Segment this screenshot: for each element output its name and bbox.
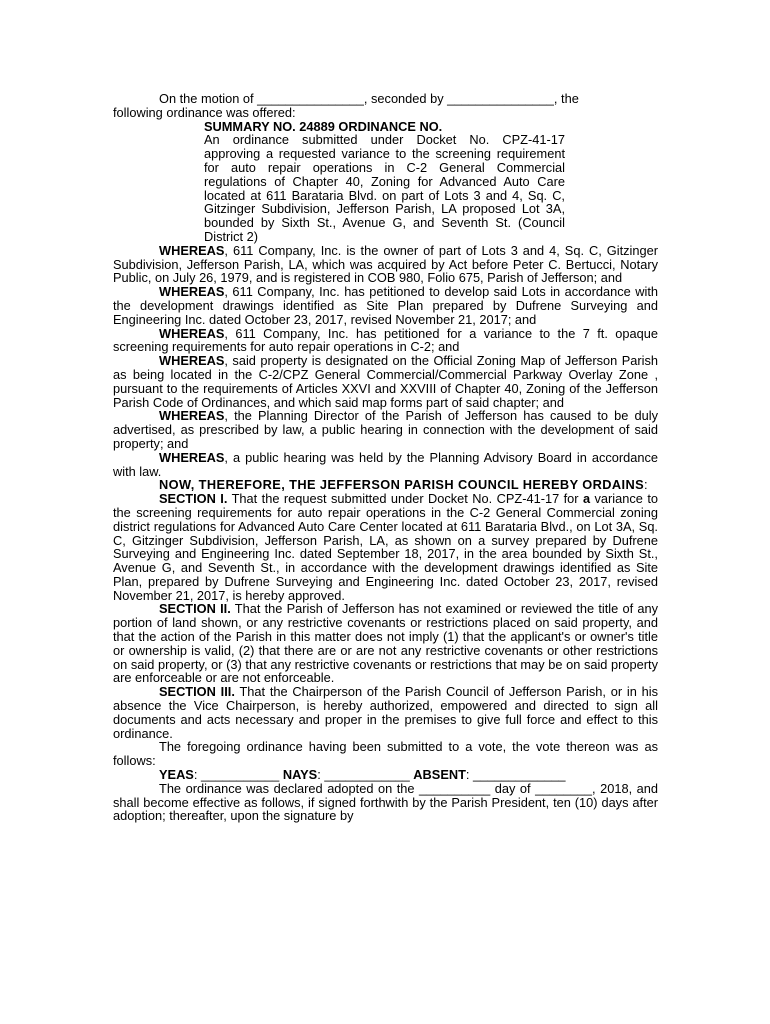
whereas-text: , a public hearing was held by the Planning Advisory Board in accordance with law.: [113, 449, 658, 479]
motion-line-continued: following ordinance was offered:: [113, 104, 296, 120]
whereas-label: WHEREAS: [159, 325, 225, 341]
whereas-label: WHEREAS: [159, 284, 225, 300]
ordains-colon: :: [644, 477, 649, 493]
section-1-label: SECTION I.: [159, 491, 228, 507]
vote-intro: The foregoing ordinance having been submitted to a vote, the vote thereon was as follows:: [113, 739, 658, 769]
section-3-text: That the Chairperson of the Parish Council of Jefferson Parish, or in his absence the Vice Chairperson, is hereby authorized, empowered and directed to sign all documents and acts necessary and proper in the premises to give full force and effect to this ordinance.: [113, 684, 658, 741]
whereas-text: , 611 Company, Inc. is the owner of part of Lots 3 and 4, Sq. C, Gitzinger Subdivision, Jefferson Parish, LA, which was acquired by Act before Peter C. Bertucci, Notary Public, on July 26, 1979, and is registered in COB 980, Folio 675, Parish of Jefferson; and: [113, 242, 658, 286]
section-1-bold-a: a: [582, 491, 591, 507]
whereas-text: , said property is designated on the Official Zoning Map of Jefferson Parish as being located in the C-2/CPZ General Commercial/Commercial Parkway Overlay Zone , pursuant to the requirements of Articles XXVI and XXVIII of Chapter 40, Zoning of the Jefferson Parish Code of Ordinances, and which said map forms part of said chapter; and: [113, 353, 658, 410]
ordains-clause: [113, 478, 658, 492]
nays-label: NAYS: [282, 767, 318, 783]
whereas-clause-6: [113, 451, 658, 479]
adoption-clause: The ordinance was declared adopted on the __________ day of ________, 2018, and shall become effective as follows, if signed forthwith by the Parish President, ten (10) days after adoption; thereafter, upon the signature by: [113, 780, 658, 824]
whereas-label: WHEREAS: [159, 242, 225, 258]
yeas-label: YEAS: [159, 767, 194, 783]
section-2: [113, 602, 658, 685]
summary-title-text: SUMMARY NO. 24889 ORDINANCE NO.: [204, 118, 443, 134]
whereas-clause-2: [113, 285, 658, 326]
summary-body: An ordinance submitted under Docket No. CPZ-41-17 approving a requested variance to the screening requirement for auto repair operations in C-2 General Commercial regulations of Chapter 40, Zoning for Advanced Auto Care located at 611 Barataria Blvd. on part of Lots 3 and 4, Sq. C, Gitzinger Subdivision, Jefferson Parish, LA proposed Lot 3A, bounded by Sixth St., Avenue G, and Seventh St. (Council District 2): [204, 132, 565, 244]
section-1: [113, 492, 658, 602]
section-1-text-b: variance to the screening requirements for auto repair operations in the C-2 General Commercial zoning district regulations for Advanced Auto Care Center located at 611 Barataria Blvd., on Lot 3A, Sq. C, Gitzinger Subdivision, Jefferson Parish, LA, as shown on a survey prepared by Dufrene Surveying and Engineering Inc. dated September 18, 2017, in the area bounded by Sixth St., Avenue G, and Seventh St., in accordance with the development drawings identified as Site Plan, prepared by Dufrene Surveying and Engineering Inc. dated October 23, 2017, revised November 21, 2017, is hereby approved.: [113, 491, 659, 603]
whereas-text: , the Planning Director of the Parish of Jefferson has caused to be duly advertised, as prescribed by law, a public hearing in connection with the development of said property; and: [113, 408, 658, 451]
section-2-label: SECTION II.: [159, 601, 231, 617]
section-3: [113, 685, 658, 740]
absent-label: ABSENT: [413, 767, 466, 783]
vote-tally: [113, 768, 658, 782]
section-2-text: That the Parish of Jefferson has not examined or reviewed the title of any portion of land shown, or any restrictive covenants or restrictions placed on said property, and that the action of the Parish in this matter does not imply (1) that the applicant's or owner's title or ownership is valid, (2) that there are or are not any restrictive covenants or other restrictions on said property, or (3) that any restrictive covenants or restrictions that may be on said property are enforceable or are not enforceable.: [113, 601, 658, 686]
whereas-clause-3: [113, 327, 658, 355]
absent-blank: : _____________: [465, 767, 566, 783]
whereas-clause-5: [113, 409, 658, 450]
whereas-label: WHEREAS: [159, 408, 225, 424]
section-1-text-a: That the request submitted under Docket No. CPZ-41-17 for: [227, 491, 583, 507]
summary-title: [204, 120, 658, 134]
yeas-blank: : ___________: [193, 767, 283, 783]
nays-blank: : ____________: [317, 767, 414, 783]
whereas-clause-4: [113, 354, 658, 409]
whereas-clause-1: [113, 244, 658, 285]
whereas-label: WHEREAS: [159, 449, 225, 465]
whereas-text: , 611 Company, Inc. has petitioned to develop said Lots in accordance with the development drawings identified as Site Plan prepared by Dufrene Surveying and Engineering Inc. dated October 23, 2017, revised November 21, 2017; and: [113, 284, 658, 327]
whereas-label: WHEREAS: [159, 353, 225, 369]
document-body: [113, 92, 658, 823]
motion-line: On the motion of _______________, seconded by _______________, the: [159, 91, 579, 106]
whereas-text: , 611 Company, Inc. has petitioned for a variance to the 7 ft. opaque screening requirements for auto repair operations in C-2; and: [113, 325, 658, 355]
ordains-heading: NOW, THEREFORE, THE JEFFERSON PARISH COUNCIL HEREBY ORDAINS: [159, 477, 645, 493]
section-3-label: SECTION III.: [159, 684, 235, 700]
